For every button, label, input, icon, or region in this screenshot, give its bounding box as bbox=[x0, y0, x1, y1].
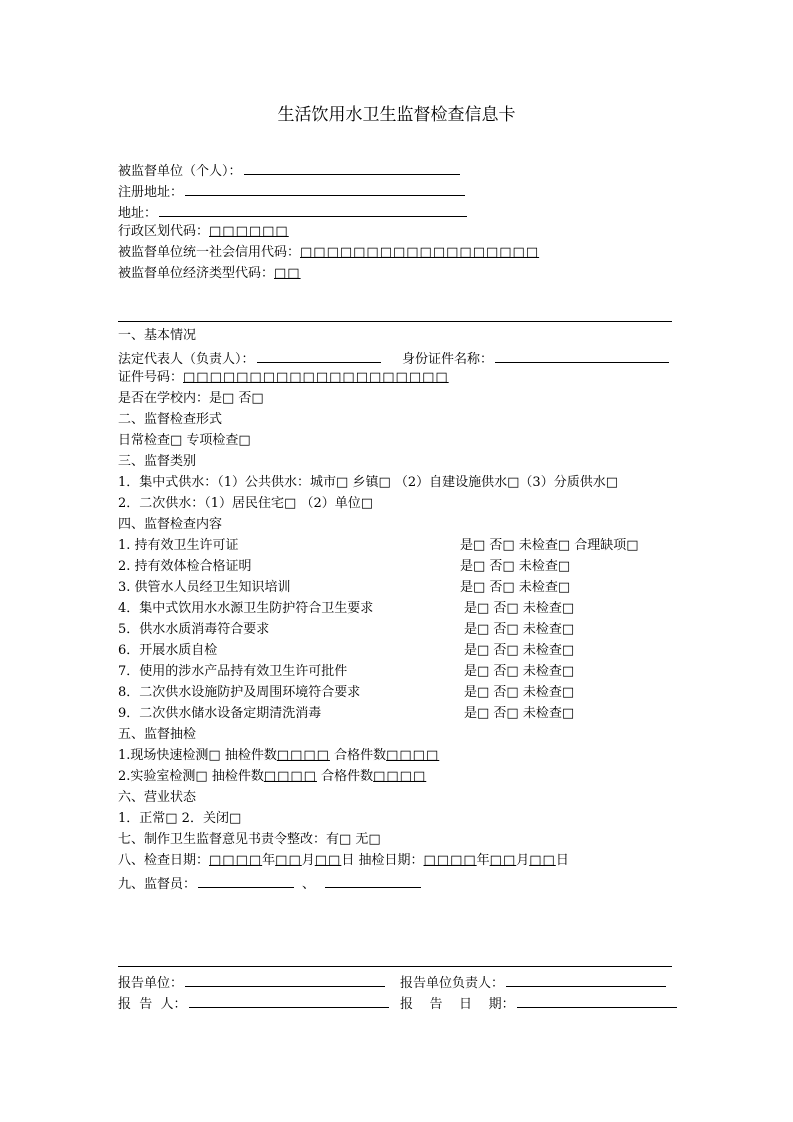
check-item-options[interactable]: 是□ 否□ 未检查□ bbox=[460, 580, 571, 595]
lab-test-label[interactable]: 2.实验室检测□ 抽检件数 bbox=[118, 769, 264, 784]
s2-options[interactable]: 日常检查□ 专项检查□ bbox=[118, 433, 251, 448]
check-item-options[interactable]: 是□ 否□ 未检查□ bbox=[464, 664, 575, 679]
sample-year[interactable]: □□□□ bbox=[423, 853, 477, 868]
inspector-label: 九、监督员： bbox=[118, 877, 197, 892]
admin-code-field bbox=[118, 223, 289, 241]
check-item-text: 7．使用的涉水产品持有效卫生许可批件 bbox=[118, 664, 348, 679]
s5-line1 bbox=[118, 747, 439, 765]
check-item-options[interactable]: 是□ 否□ 未检查□ bbox=[464, 643, 575, 658]
report-unit-head-label: 报告单位负责人： bbox=[400, 976, 505, 991]
unit-input[interactable] bbox=[244, 160, 460, 175]
inspector-sep: 、 bbox=[302, 877, 316, 892]
s5-line2 bbox=[118, 768, 426, 786]
credit-code-field bbox=[118, 244, 539, 262]
check-item-text: 2. 持有效体检合格证明 bbox=[118, 559, 252, 574]
sample-date-label: 抽检日期： bbox=[354, 853, 424, 868]
s2-heading: 二、监督检查形式 bbox=[118, 412, 223, 427]
inspect-day[interactable]: □□ bbox=[314, 853, 342, 868]
addr-field bbox=[118, 202, 467, 223]
school-question[interactable]: 是否在学校内：是□ 否□ bbox=[118, 391, 264, 406]
check-item-text: 4．集中式饮用水水源卫生防护符合卫生要求 bbox=[118, 601, 374, 616]
id-no-label: 证件号码： bbox=[118, 370, 184, 385]
unit-label: 被监督单位（个人）： bbox=[118, 164, 242, 179]
s4-heading: 四、监督检查内容 bbox=[118, 517, 223, 532]
report-date-field bbox=[400, 993, 677, 1014]
check-item-text: 8．二次供水设施防护及周围环境符合要求 bbox=[118, 685, 361, 700]
s7-line[interactable]: 七、制作卫生监督意见书责令整改：有□ 无□ bbox=[118, 832, 381, 847]
id-name-field bbox=[402, 348, 669, 369]
inspect-year[interactable]: □□□□ bbox=[209, 853, 263, 868]
day-char-2: 日 bbox=[555, 853, 569, 868]
sample-month[interactable]: □□ bbox=[489, 853, 517, 868]
addr-input[interactable] bbox=[159, 202, 467, 217]
check-item-options[interactable]: 是□ 否□ 未检查□ bbox=[464, 622, 575, 637]
report-unit-input[interactable] bbox=[185, 972, 385, 987]
inspect-date-label: 八、检查日期： bbox=[118, 853, 210, 868]
s9-line bbox=[118, 873, 421, 894]
reporter-label: 报 告 人： bbox=[118, 997, 187, 1012]
econ-type-boxes[interactable]: □□ bbox=[274, 266, 301, 281]
rapid-pass-label: 合格件数 bbox=[329, 748, 387, 763]
reporter-field bbox=[118, 993, 389, 1014]
rapid-sample-count[interactable]: □□□□ bbox=[276, 748, 330, 763]
check-item-text: 6．开展水质自检 bbox=[118, 643, 218, 658]
report-unit-head-field bbox=[400, 972, 666, 993]
check-item-text: 3. 供管水人员经卫生知识培训 bbox=[118, 580, 291, 595]
inspect-month[interactable]: □□ bbox=[275, 853, 302, 868]
check-item-options[interactable]: 是□ 否□ 未检查□ bbox=[460, 559, 571, 574]
inspector-2-input[interactable] bbox=[325, 873, 421, 888]
s1-heading: 一、基本情况 bbox=[118, 328, 197, 343]
s3-line2[interactable]: 2．二次供水：（1）居民住宅□ （2）单位□ bbox=[118, 496, 374, 511]
check-item-options[interactable]: 是□ 否□ 未检查□ bbox=[464, 706, 575, 721]
report-unit-head-input[interactable] bbox=[506, 972, 666, 987]
legal-rep-label: 法定代表人（负责人）： bbox=[118, 352, 255, 367]
s3-heading: 三、监督类别 bbox=[118, 454, 197, 469]
credit-code-label: 被监督单位统一社会信用代码： bbox=[118, 245, 301, 260]
s6-options[interactable]: 1．正常□ 2．关闭□ bbox=[118, 811, 242, 826]
month-char: 月 bbox=[301, 853, 315, 868]
day-char: 日 bbox=[341, 853, 355, 868]
sample-day[interactable]: □□ bbox=[529, 853, 556, 868]
check-item-text: 1. 持有效卫生许可证 bbox=[118, 538, 239, 553]
econ-type-field bbox=[118, 265, 301, 283]
check-item-options[interactable]: 是□ 否□ 未检查□ bbox=[464, 685, 575, 700]
unit-field bbox=[118, 160, 460, 181]
rapid-pass-count[interactable]: □□□□ bbox=[386, 748, 440, 763]
s6-heading: 六、营业状态 bbox=[118, 790, 197, 805]
id-no-field bbox=[118, 369, 449, 387]
econ-type-label: 被监督单位经济类型代码： bbox=[118, 266, 275, 281]
s3-line1[interactable]: 1．集中式供水：（1）公共供水：城市□ 乡镇□ （2）自建设施供水□（3）分质供水□ bbox=[118, 475, 618, 490]
inspector-1-input[interactable] bbox=[198, 873, 294, 888]
reg-addr-field bbox=[118, 181, 465, 202]
report-date-label: 报 告 日 期： bbox=[400, 997, 515, 1012]
rapid-test-label[interactable]: 1.现场快速检测□ 抽检件数 bbox=[118, 748, 277, 763]
year-char-2: 年 bbox=[476, 853, 490, 868]
lab-pass-label: 合格件数 bbox=[316, 769, 374, 784]
lab-pass-count[interactable]: □□□□ bbox=[373, 769, 427, 784]
addr-label: 地址： bbox=[118, 206, 158, 221]
page-title: 生活饮用水卫生监督检查信息卡 bbox=[277, 105, 516, 125]
reporter-input[interactable] bbox=[189, 993, 389, 1008]
month-char-2: 月 bbox=[516, 853, 530, 868]
legal-rep-field bbox=[118, 348, 381, 369]
divider-top bbox=[118, 321, 672, 322]
legal-rep-input[interactable] bbox=[257, 348, 381, 363]
s5-heading: 五、监督抽检 bbox=[118, 727, 197, 742]
s8-line bbox=[118, 852, 569, 870]
admin-code-label: 行政区划代码： bbox=[118, 224, 210, 239]
reg-addr-label: 注册地址： bbox=[118, 185, 184, 200]
report-unit-field bbox=[118, 972, 385, 993]
id-name-input[interactable] bbox=[495, 348, 669, 363]
check-item-options[interactable]: 是□ 否□ 未检查□ bbox=[464, 601, 575, 616]
divider-bottom bbox=[118, 966, 672, 967]
report-unit-label: 报告单位： bbox=[118, 976, 184, 991]
credit-code-boxes[interactable]: □□□□□□□□□□□□□□□□□□ bbox=[300, 245, 540, 260]
id-no-boxes[interactable]: □□□□□□□□□□□□□□□□□□□□ bbox=[183, 370, 449, 385]
admin-code-boxes[interactable]: □□□□□□ bbox=[209, 224, 289, 239]
year-char: 年 bbox=[262, 853, 276, 868]
check-item-text: 5．供水水质消毒符合要求 bbox=[118, 622, 270, 637]
report-date-input[interactable] bbox=[517, 993, 677, 1008]
check-item-options[interactable]: 是□ 否□ 未检查□ 合理缺项□ bbox=[460, 538, 639, 553]
reg-addr-input[interactable] bbox=[185, 181, 465, 196]
check-item-text: 9．二次供水储水设备定期清洗消毒 bbox=[118, 706, 322, 721]
lab-sample-count[interactable]: □□□□ bbox=[263, 769, 317, 784]
id-name-label: 身份证件名称： bbox=[402, 352, 494, 367]
